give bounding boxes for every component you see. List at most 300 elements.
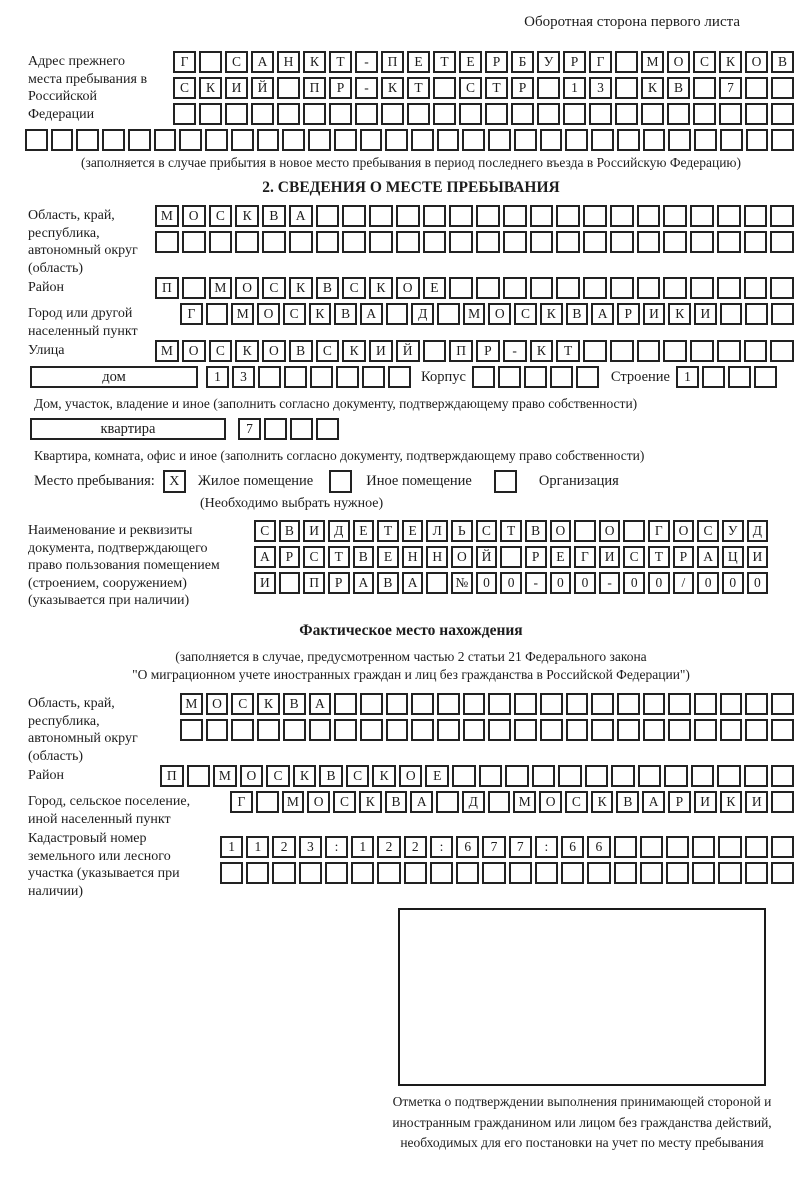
fact-gorod-row-cell[interactable]: О (307, 791, 330, 813)
ulitsa-row-cell[interactable]: О (182, 340, 206, 362)
prev-address-row-2-cell[interactable] (277, 77, 300, 99)
prev-address-row-4-cell[interactable] (128, 129, 151, 151)
kadastr-row-2-cell[interactable] (640, 862, 663, 884)
dom-number-cells-cell[interactable] (362, 366, 385, 388)
gorod-row-cell[interactable]: С (283, 303, 306, 325)
ulitsa-row-cell[interactable] (423, 340, 447, 362)
kadastr-row-1-cell[interactable]: 6 (587, 836, 610, 858)
fact-raion-row-cell[interactable]: П (160, 765, 184, 787)
document-row-1-cell[interactable]: О (550, 520, 572, 542)
fact-oblast-row-1-cell[interactable] (514, 693, 537, 715)
raion-row-cell[interactable]: О (396, 277, 420, 299)
oblast-row-1-cell[interactable]: М (155, 205, 179, 227)
document-row-1-cell[interactable]: У (722, 520, 744, 542)
document-row-2-cell[interactable]: Н (426, 546, 448, 568)
document-row-2-cell[interactable]: Е (377, 546, 399, 568)
oblast-row-1-cell[interactable] (530, 205, 554, 227)
document-row-2-cell[interactable]: С (303, 546, 325, 568)
prev-address-row-3-cell[interactable] (667, 103, 690, 125)
prev-address-row-4-cell[interactable] (771, 129, 794, 151)
gorod-row-cell[interactable]: Г (180, 303, 203, 325)
fact-gorod-row-cell[interactable]: А (642, 791, 665, 813)
checkbox-organizatsiya[interactable] (494, 470, 517, 493)
gorod-row-cell[interactable] (771, 303, 794, 325)
prev-address-row-3-cell[interactable] (563, 103, 586, 125)
prev-address-row-1-cell[interactable]: О (745, 51, 768, 73)
kadastr-row-2-cell[interactable] (771, 862, 794, 884)
raion-row-cell[interactable] (182, 277, 206, 299)
ulitsa-row-cell[interactable]: С (209, 340, 233, 362)
fact-raion-row-cell[interactable] (771, 765, 795, 787)
oblast-row-2-cell[interactable] (744, 231, 768, 253)
stroenie-cells-cell[interactable]: 1 (676, 366, 699, 388)
oblast-row-1-cell[interactable] (744, 205, 768, 227)
prev-address-row-4-cell[interactable] (154, 129, 177, 151)
kadastr-row-2-cell[interactable] (692, 862, 715, 884)
oblast-row-2-cell[interactable] (209, 231, 233, 253)
raion-row-cell[interactable] (583, 277, 607, 299)
fact-gorod-row-cell[interactable]: М (513, 791, 536, 813)
oblast-row-1-cell[interactable]: О (182, 205, 206, 227)
prev-address-row-1-cell[interactable]: Н (277, 51, 300, 73)
fact-gorod-row-cell[interactable]: В (616, 791, 639, 813)
kadastr-row-2-cell[interactable] (404, 862, 427, 884)
prev-address-row-1-cell[interactable]: С (693, 51, 716, 73)
oblast-row-2-cell[interactable] (423, 231, 447, 253)
kadastr-row-2-cell[interactable] (351, 862, 374, 884)
prev-address-row-2-cell[interactable]: 7 (719, 77, 742, 99)
ulitsa-row-cell[interactable]: М (155, 340, 179, 362)
prev-address-row-1-cell[interactable]: П (381, 51, 404, 73)
stroenie-cells-cell[interactable] (702, 366, 725, 388)
fact-oblast-row-2-cell[interactable] (643, 719, 666, 741)
prev-address-row-3-cell[interactable] (329, 103, 352, 125)
gorod-row-cell[interactable] (386, 303, 409, 325)
oblast-row-2-cell[interactable] (476, 231, 500, 253)
oblast-row-2-cell[interactable] (316, 231, 340, 253)
oblast-row-2-cell[interactable] (637, 231, 661, 253)
prev-address-row-4-cell[interactable] (720, 129, 743, 151)
gorod-row-cell[interactable]: А (591, 303, 614, 325)
prev-address-row-4-cell[interactable] (668, 129, 691, 151)
document-row-3-cell[interactable]: 0 (550, 572, 572, 594)
document-row-1-cell[interactable]: Г (648, 520, 670, 542)
kadastr-row-2-cell[interactable] (220, 862, 243, 884)
fact-oblast-row-2-cell[interactable] (488, 719, 511, 741)
raion-row-cell[interactable]: С (342, 277, 366, 299)
oblast-row-2-cell[interactable] (530, 231, 554, 253)
fact-oblast-row-1-cell[interactable] (643, 693, 666, 715)
document-row-3-cell[interactable]: Р (328, 572, 350, 594)
fact-oblast-row-1-cell[interactable] (360, 693, 383, 715)
oblast-row-2-cell[interactable] (610, 231, 634, 253)
prev-address-row-1-cell[interactable]: Г (173, 51, 196, 73)
prev-address-row-4-cell[interactable] (179, 129, 202, 151)
gorod-row-cell[interactable]: Р (617, 303, 640, 325)
kadastr-row-1-cell[interactable]: 2 (377, 836, 400, 858)
fact-gorod-row-cell[interactable]: И (745, 791, 768, 813)
document-row-1-cell[interactable]: С (476, 520, 498, 542)
prev-address-row-3-cell[interactable] (589, 103, 612, 125)
fact-oblast-row-2-cell[interactable] (309, 719, 332, 741)
gorod-row-cell[interactable]: А (360, 303, 383, 325)
oblast-row-2-cell[interactable] (690, 231, 714, 253)
prev-address-row-4-cell[interactable] (51, 129, 74, 151)
fact-oblast-row-2-cell[interactable] (334, 719, 357, 741)
dom-number-cells-cell[interactable] (284, 366, 307, 388)
raion-row-cell[interactable]: К (369, 277, 393, 299)
document-row-2-cell[interactable]: Ц (722, 546, 744, 568)
kadastr-row-1-cell[interactable]: 3 (299, 836, 322, 858)
prev-address-row-3-cell[interactable] (641, 103, 664, 125)
kadastr-row-1-cell[interactable]: : (325, 836, 348, 858)
raion-row-cell[interactable]: П (155, 277, 179, 299)
fact-oblast-row-2-cell[interactable] (566, 719, 589, 741)
fact-gorod-row-cell[interactable]: О (539, 791, 562, 813)
gorod-row-cell[interactable]: О (488, 303, 511, 325)
document-row-2-cell[interactable]: С (623, 546, 645, 568)
gorod-row-cell[interactable]: И (643, 303, 666, 325)
fact-raion-row-cell[interactable]: К (372, 765, 396, 787)
prev-address-row-1-cell[interactable]: К (303, 51, 326, 73)
fact-raion-row-cell[interactable] (558, 765, 582, 787)
fact-oblast-row-1-cell[interactable] (411, 693, 434, 715)
prev-address-row-2-cell[interactable] (433, 77, 456, 99)
gorod-row-cell[interactable] (437, 303, 460, 325)
oblast-row-1-cell[interactable] (449, 205, 473, 227)
kadastr-row-2-cell[interactable] (561, 862, 584, 884)
document-row-3-cell[interactable]: А (353, 572, 375, 594)
gorod-row-cell[interactable] (720, 303, 743, 325)
oblast-row-2-cell[interactable] (155, 231, 179, 253)
raion-row-cell[interactable] (770, 277, 794, 299)
document-row-1-cell[interactable]: О (673, 520, 695, 542)
dom-number-cells-cell[interactable]: 1 (206, 366, 229, 388)
fact-oblast-row-1-cell[interactable]: В (283, 693, 306, 715)
prev-address-row-1-cell[interactable]: Е (459, 51, 482, 73)
korpus-cells-cell[interactable] (472, 366, 495, 388)
document-row-2-cell[interactable]: А (697, 546, 719, 568)
prev-address-row-4-cell[interactable] (591, 129, 614, 151)
prev-address-row-4-cell[interactable] (334, 129, 357, 151)
oblast-row-1-cell[interactable] (476, 205, 500, 227)
fact-oblast-row-2-cell[interactable] (437, 719, 460, 741)
ulitsa-row-cell[interactable] (637, 340, 661, 362)
oblast-row-1-cell[interactable] (637, 205, 661, 227)
prev-address-row-3-cell[interactable] (615, 103, 638, 125)
oblast-row-1-cell[interactable] (770, 205, 794, 227)
prev-address-row-1-cell[interactable]: У (537, 51, 560, 73)
document-row-2-cell[interactable]: Р (673, 546, 695, 568)
document-row-2-cell[interactable]: Т (328, 546, 350, 568)
kadastr-row-2-cell[interactable] (482, 862, 505, 884)
ulitsa-row-cell[interactable] (690, 340, 714, 362)
document-row-2-cell[interactable] (500, 546, 522, 568)
prev-address-row-2-cell[interactable]: И (225, 77, 248, 99)
gorod-row-cell[interactable]: О (257, 303, 280, 325)
kadastr-row-1-cell[interactable] (614, 836, 637, 858)
document-row-3-cell[interactable] (426, 572, 448, 594)
kadastr-row-2-cell[interactable] (614, 862, 637, 884)
fact-oblast-row-2-cell[interactable] (257, 719, 280, 741)
prev-address-row-3-cell[interactable] (173, 103, 196, 125)
kadastr-row-1-cell[interactable]: 6 (456, 836, 479, 858)
oblast-row-1-cell[interactable] (583, 205, 607, 227)
prev-address-row-3-cell[interactable] (277, 103, 300, 125)
prev-address-row-4-cell[interactable] (360, 129, 383, 151)
fact-raion-row-cell[interactable] (744, 765, 768, 787)
fact-oblast-row-2-cell[interactable] (206, 719, 229, 741)
oblast-row-1-cell[interactable] (396, 205, 420, 227)
gorod-row-cell[interactable]: С (514, 303, 537, 325)
document-row-1-cell[interactable]: Ь (451, 520, 473, 542)
kadastr-row-1-cell[interactable] (745, 836, 768, 858)
prev-address-row-4-cell[interactable] (514, 129, 537, 151)
fact-raion-row-cell[interactable] (505, 765, 529, 787)
fact-oblast-row-2-cell[interactable] (463, 719, 486, 741)
prev-address-row-4-cell[interactable] (308, 129, 331, 151)
kadastr-row-2-cell[interactable] (666, 862, 689, 884)
prev-address-row-2-cell[interactable]: Р (329, 77, 352, 99)
fact-gorod-row-cell[interactable]: В (385, 791, 408, 813)
kadastr-row-1-cell[interactable]: : (535, 836, 558, 858)
raion-row-cell[interactable]: О (235, 277, 259, 299)
document-row-2-cell[interactable]: И (747, 546, 769, 568)
prev-address-row-4-cell[interactable] (257, 129, 280, 151)
prev-address-row-3-cell[interactable] (407, 103, 430, 125)
prev-address-row-2-cell[interactable]: - (355, 77, 378, 99)
fact-raion-row-cell[interactable] (452, 765, 476, 787)
oblast-row-2-cell[interactable] (235, 231, 259, 253)
oblast-row-1-cell[interactable]: В (262, 205, 286, 227)
ulitsa-row-cell[interactable] (583, 340, 607, 362)
fact-oblast-row-1-cell[interactable] (591, 693, 614, 715)
prev-address-row-3-cell[interactable] (199, 103, 222, 125)
fact-oblast-row-1-cell[interactable] (617, 693, 640, 715)
document-row-2-cell[interactable]: Е (550, 546, 572, 568)
raion-row-cell[interactable] (476, 277, 500, 299)
prev-address-row-2-cell[interactable]: С (173, 77, 196, 99)
checkbox-inoe-pomeshchenie[interactable] (329, 470, 352, 493)
prev-address-row-1-cell[interactable]: Р (485, 51, 508, 73)
prev-address-row-4-cell[interactable] (411, 129, 434, 151)
oblast-row-2-cell[interactable] (369, 231, 393, 253)
fact-oblast-row-2-cell[interactable] (411, 719, 434, 741)
fact-oblast-row-1-cell[interactable] (694, 693, 717, 715)
raion-row-cell[interactable]: Е (423, 277, 447, 299)
ulitsa-row-cell[interactable]: О (262, 340, 286, 362)
fact-oblast-row-2-cell[interactable] (231, 719, 254, 741)
prev-address-row-1-cell[interactable]: Б (511, 51, 534, 73)
raion-row-cell[interactable] (556, 277, 580, 299)
prev-address-row-3-cell[interactable] (485, 103, 508, 125)
kadastr-row-2-cell[interactable] (718, 862, 741, 884)
raion-row-cell[interactable] (663, 277, 687, 299)
prev-address-row-3-cell[interactable] (433, 103, 456, 125)
kadastr-row-1-cell[interactable] (718, 836, 741, 858)
checkbox-zhiloe-pomeshchenie[interactable]: X (163, 470, 186, 493)
document-row-3-cell[interactable]: 0 (574, 572, 596, 594)
document-row-1-cell[interactable]: Д (328, 520, 350, 542)
gorod-row-cell[interactable]: К (668, 303, 691, 325)
fact-raion-row-cell[interactable] (585, 765, 609, 787)
fact-raion-row-cell[interactable]: К (293, 765, 317, 787)
document-row-1-cell[interactable]: Т (377, 520, 399, 542)
prev-address-row-1-cell[interactable]: А (251, 51, 274, 73)
prev-address-row-3-cell[interactable] (251, 103, 274, 125)
gorod-row-cell[interactable]: К (309, 303, 332, 325)
raion-row-cell[interactable] (690, 277, 714, 299)
ulitsa-row-cell[interactable]: Р (476, 340, 500, 362)
prev-address-row-4-cell[interactable] (694, 129, 717, 151)
ulitsa-row-cell[interactable]: П (449, 340, 473, 362)
fact-gorod-row-cell[interactable] (488, 791, 511, 813)
gorod-row-cell[interactable]: В (334, 303, 357, 325)
gorod-row-cell[interactable]: В (566, 303, 589, 325)
gorod-row-cell[interactable]: М (463, 303, 486, 325)
document-row-1-cell[interactable]: Л (426, 520, 448, 542)
document-row-3-cell[interactable]: 0 (697, 572, 719, 594)
ulitsa-row-cell[interactable]: Т (556, 340, 580, 362)
prev-address-row-4-cell[interactable] (617, 129, 640, 151)
fact-oblast-row-2-cell[interactable] (386, 719, 409, 741)
prev-address-row-4-cell[interactable] (540, 129, 563, 151)
fact-raion-row-cell[interactable]: С (266, 765, 290, 787)
document-row-1-cell[interactable]: В (279, 520, 301, 542)
kadastr-row-1-cell[interactable]: 1 (351, 836, 374, 858)
raion-row-cell[interactable] (503, 277, 527, 299)
fact-oblast-row-2-cell[interactable] (283, 719, 306, 741)
prev-address-row-2-cell[interactable]: К (381, 77, 404, 99)
prev-address-row-2-cell[interactable]: Т (407, 77, 430, 99)
fact-raion-row-cell[interactable]: О (399, 765, 423, 787)
prev-address-row-3-cell[interactable] (693, 103, 716, 125)
document-row-2-cell[interactable]: Р (279, 546, 301, 568)
raion-row-cell[interactable] (530, 277, 554, 299)
kadastr-row-1-cell[interactable] (771, 836, 794, 858)
oblast-row-2-cell[interactable] (717, 231, 741, 253)
fact-oblast-row-1-cell[interactable]: А (309, 693, 332, 715)
document-row-2-cell[interactable]: И (599, 546, 621, 568)
korpus-cells-cell[interactable] (550, 366, 573, 388)
prev-address-row-4-cell[interactable] (746, 129, 769, 151)
kadastr-row-2-cell[interactable] (456, 862, 479, 884)
document-row-3-cell[interactable]: 0 (648, 572, 670, 594)
oblast-row-1-cell[interactable] (610, 205, 634, 227)
fact-oblast-row-2-cell[interactable] (360, 719, 383, 741)
prev-address-row-2-cell[interactable]: Й (251, 77, 274, 99)
kadastr-row-1-cell[interactable]: 2 (404, 836, 427, 858)
gorod-row-cell[interactable]: М (231, 303, 254, 325)
prev-address-row-4-cell[interactable] (488, 129, 511, 151)
oblast-row-1-cell[interactable] (663, 205, 687, 227)
oblast-row-1-cell[interactable] (690, 205, 714, 227)
raion-row-cell[interactable]: В (316, 277, 340, 299)
prev-address-row-4-cell[interactable] (437, 129, 460, 151)
fact-oblast-row-1-cell[interactable]: С (231, 693, 254, 715)
kadastr-row-2-cell[interactable] (325, 862, 348, 884)
ulitsa-row-cell[interactable]: - (503, 340, 527, 362)
prev-address-row-1-cell[interactable]: М (641, 51, 664, 73)
prev-address-row-3-cell[interactable] (537, 103, 560, 125)
gorod-row-cell[interactable]: К (540, 303, 563, 325)
prev-address-row-2-cell[interactable]: С (459, 77, 482, 99)
ulitsa-row-cell[interactable]: К (530, 340, 554, 362)
fact-oblast-row-1-cell[interactable]: М (180, 693, 203, 715)
gorod-row-cell[interactable]: Д (411, 303, 434, 325)
fact-oblast-row-2-cell[interactable] (668, 719, 691, 741)
fact-oblast-row-1-cell[interactable] (540, 693, 563, 715)
kadastr-row-1-cell[interactable]: : (430, 836, 453, 858)
fact-raion-row-cell[interactable] (638, 765, 662, 787)
document-row-3-cell[interactable]: 0 (623, 572, 645, 594)
prev-address-row-3-cell[interactable] (511, 103, 534, 125)
kadastr-row-2-cell[interactable] (299, 862, 322, 884)
prev-address-row-1-cell[interactable]: В (771, 51, 794, 73)
kadastr-row-2-cell[interactable] (430, 862, 453, 884)
prev-address-row-3-cell[interactable] (381, 103, 404, 125)
prev-address-row-2-cell[interactable]: Т (485, 77, 508, 99)
fact-oblast-row-1-cell[interactable] (720, 693, 743, 715)
document-row-1-cell[interactable]: С (697, 520, 719, 542)
oblast-row-1-cell[interactable] (369, 205, 393, 227)
fact-oblast-row-1-cell[interactable] (566, 693, 589, 715)
document-row-1-cell[interactable]: В (525, 520, 547, 542)
prev-address-row-2-cell[interactable]: К (641, 77, 664, 99)
kadastr-row-2-cell[interactable] (745, 862, 768, 884)
fact-raion-row-cell[interactable] (479, 765, 503, 787)
fact-oblast-row-1-cell[interactable] (488, 693, 511, 715)
oblast-row-2-cell[interactable] (503, 231, 527, 253)
document-row-3-cell[interactable]: 0 (500, 572, 522, 594)
document-row-3-cell[interactable]: - (599, 572, 621, 594)
fact-gorod-row-cell[interactable]: Г (230, 791, 253, 813)
prev-address-row-4-cell[interactable] (25, 129, 48, 151)
stroenie-cells-cell[interactable] (754, 366, 777, 388)
fact-raion-row-cell[interactable] (611, 765, 635, 787)
prev-address-row-2-cell[interactable]: П (303, 77, 326, 99)
oblast-row-2-cell[interactable] (289, 231, 313, 253)
ulitsa-row-cell[interactable]: Й (396, 340, 420, 362)
ulitsa-row-cell[interactable] (744, 340, 768, 362)
prev-address-row-4-cell[interactable] (76, 129, 99, 151)
oblast-row-2-cell[interactable] (583, 231, 607, 253)
prev-address-row-4-cell[interactable] (282, 129, 305, 151)
prev-address-row-1-cell[interactable]: Е (407, 51, 430, 73)
ulitsa-row-cell[interactable] (610, 340, 634, 362)
kadastr-row-1-cell[interactable]: 7 (509, 836, 532, 858)
kadastr-row-1-cell[interactable] (640, 836, 663, 858)
kadastr-row-1-cell[interactable]: 1 (246, 836, 269, 858)
fact-gorod-row-cell[interactable]: С (333, 791, 356, 813)
prev-address-row-2-cell[interactable]: 1 (563, 77, 586, 99)
oblast-row-1-cell[interactable]: К (235, 205, 259, 227)
document-row-3-cell[interactable]: / (673, 572, 695, 594)
raion-row-cell[interactable]: С (262, 277, 286, 299)
document-row-1-cell[interactable]: И (303, 520, 325, 542)
kvartira-cells-cell[interactable] (290, 418, 313, 440)
prev-address-row-3-cell[interactable] (771, 103, 794, 125)
raion-row-cell[interactable] (637, 277, 661, 299)
ulitsa-row-cell[interactable]: К (235, 340, 259, 362)
prev-address-row-4-cell[interactable] (205, 129, 228, 151)
kadastr-row-1-cell[interactable]: 6 (561, 836, 584, 858)
dom-number-cells-cell[interactable] (258, 366, 281, 388)
prev-address-row-4-cell[interactable] (231, 129, 254, 151)
kvartira-cells-cell[interactable]: 7 (238, 418, 261, 440)
prev-address-row-2-cell[interactable] (537, 77, 560, 99)
ulitsa-row-cell[interactable] (717, 340, 741, 362)
